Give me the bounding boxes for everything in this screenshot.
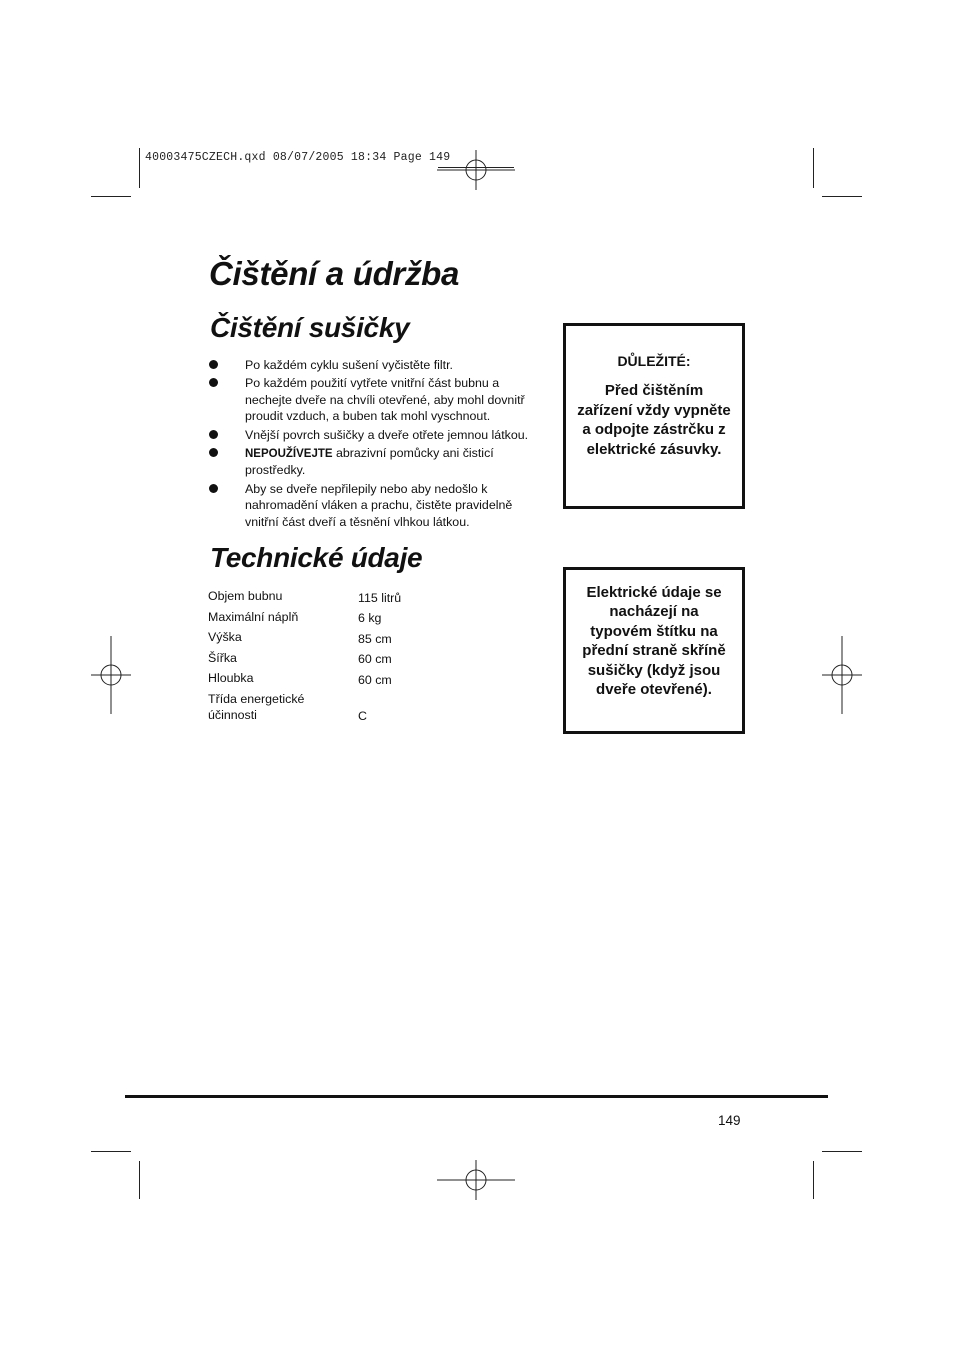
spec-label: Výška [208, 630, 242, 645]
important-notice-text: Před čištěním zařízení vždy vypněte a odpojte zástrčku z elektrické zásuvky. [577, 382, 731, 458]
list-item [208, 427, 548, 443]
list-item-bold: NEPOUŽÍVEJTE [245, 448, 333, 461]
list-item-text: Vnější povrch sušičky a dveře otřete jemnou látkou. [245, 427, 529, 442]
spec-value: 6 kg [358, 611, 382, 626]
electrical-info-box [563, 567, 745, 734]
crop-mark [813, 1161, 814, 1199]
cleaning-list [208, 357, 548, 532]
registration-mark-right [822, 636, 862, 714]
footer-rule [125, 1095, 828, 1098]
crop-mark [139, 148, 140, 188]
crop-mark [91, 1151, 131, 1152]
page-number: 149 [718, 1113, 741, 1128]
list-item-text: Aby se dveře nepřilepily nebo aby nedošlo k nahromadění vláken a prachu, čistěte pravidelně vnitřní část dveří a těsnění vlhkou látkou. [245, 481, 513, 529]
list-item [208, 445, 548, 479]
spec-label: Hloubka [208, 671, 254, 686]
bullet-icon [209, 360, 218, 369]
cleaning-heading: Čištění sušičky [210, 312, 410, 343]
registration-mark-top [437, 150, 515, 190]
important-notice-box [563, 323, 745, 509]
spec-label: Třída energetické účinnosti [208, 691, 305, 723]
list-item-text: Po každém použití vytřete vnitřní část bubnu a nechejte dveře na chvíli otevřené, aby mohl dovnitř proudit vzduch, a buben tak mohl vyschnout. [245, 376, 525, 424]
list-item [208, 481, 548, 530]
spec-value: C [358, 708, 367, 723]
registration-mark-bottom [437, 1160, 515, 1200]
crop-mark [813, 148, 814, 188]
list-item [208, 375, 548, 424]
spec-label: Šířka [208, 650, 237, 665]
spec-value: 85 cm [358, 631, 392, 646]
electrical-info-text: Elektrické údaje se nacházejí na typovém štítku na přední straně skříně sušičky (když jsou dveře otevřené). [582, 584, 726, 699]
crop-mark [139, 1161, 140, 1199]
list-item-text: Po každém cyklu sušení vyčistěte filtr. [245, 358, 453, 372]
spec-value: 60 cm [358, 652, 392, 667]
list-item-text: abrazivní pomůcky ani čisticí prostředky. [245, 446, 494, 478]
page-title: Čištění a údržba [209, 255, 460, 292]
spec-label: Objem bubnu [208, 589, 283, 603]
tech-heading: Technické údaje [210, 542, 423, 573]
spec-value: 115 litrů [358, 590, 402, 605]
crop-mark [822, 196, 862, 197]
important-notice-title: DŮLEŽITÉ: [617, 353, 691, 369]
registration-mark-left [91, 636, 131, 714]
spec-value: 60 cm [358, 672, 392, 687]
bullet-icon [209, 448, 218, 457]
bullet-icon [209, 430, 218, 439]
crop-mark [822, 1151, 862, 1152]
crop-mark [91, 196, 131, 197]
print-slug: 40003475CZECH.qxd 08/07/2005 18:34 Page 149 [145, 151, 451, 164]
bullet-icon [209, 378, 218, 387]
spec-label: Maximální náplň [208, 609, 299, 624]
bullet-icon [209, 484, 218, 493]
list-item [208, 357, 548, 373]
